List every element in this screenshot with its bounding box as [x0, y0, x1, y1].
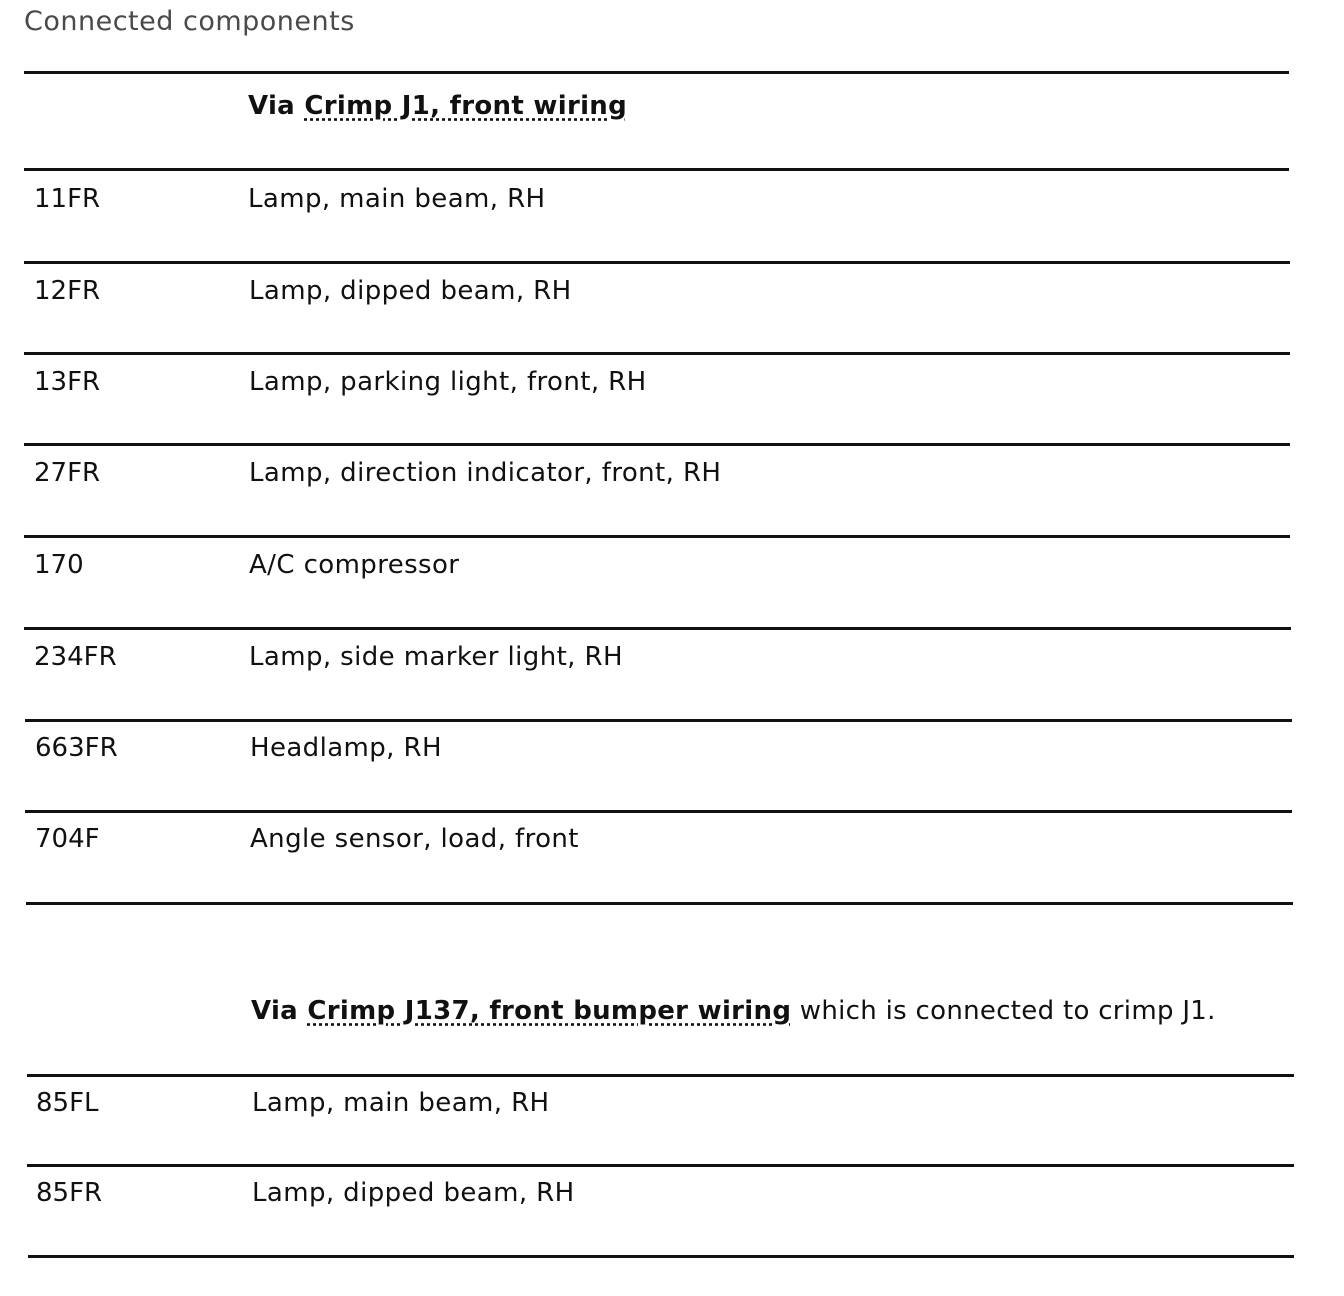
component-code: 85FR: [36, 1178, 103, 1208]
component-description: Lamp, direction indicator, front, RH: [249, 458, 722, 488]
component-code: 234FR: [34, 642, 117, 672]
section-heading-prefix: Via: [251, 996, 308, 1026]
component-description: Headlamp, RH: [250, 733, 442, 763]
component-description: Lamp, main beam, RH: [252, 1088, 550, 1118]
table-divider: [27, 1164, 1294, 1167]
table-divider: [24, 443, 1290, 446]
component-code: 27FR: [34, 458, 101, 488]
section-heading: [251, 996, 1216, 1026]
component-description: Lamp, dipped beam, RH: [249, 276, 572, 306]
section-heading-prefix: Via: [248, 91, 305, 121]
table-divider: [25, 810, 1292, 813]
component-code: 663FR: [35, 733, 118, 763]
table-divider: [24, 352, 1290, 355]
crimp-j137-link[interactable]: Crimp J137, front bumper wiring: [307, 996, 792, 1026]
table-divider: [24, 535, 1290, 538]
component-code: 170: [34, 550, 84, 580]
component-description: Lamp, dipped beam, RH: [252, 1178, 575, 1208]
table-divider: [26, 902, 1293, 905]
table-divider: [24, 71, 1289, 74]
table-divider: [28, 1255, 1294, 1258]
component-code: 12FR: [34, 276, 101, 306]
crimp-j1-link[interactable]: Crimp J1, front wiring: [304, 91, 628, 121]
page-title: Connected components: [24, 6, 355, 37]
table-divider: [24, 168, 1289, 171]
component-description: Lamp, side marker light, RH: [249, 642, 623, 672]
section-heading: [248, 91, 627, 121]
component-code: 85FL: [36, 1088, 99, 1118]
table-divider: [25, 719, 1292, 722]
component-code: 704F: [35, 824, 100, 854]
component-description: A/C compressor: [249, 550, 460, 580]
table-divider: [24, 261, 1290, 264]
table-divider: [24, 627, 1291, 630]
component-description: Lamp, parking light, front, RH: [249, 367, 647, 397]
component-code: 11FR: [34, 184, 101, 214]
component-code: 13FR: [34, 367, 101, 397]
component-description: Angle sensor, load, front: [250, 824, 579, 854]
table-divider: [27, 1074, 1294, 1077]
section-heading-suffix: which is connected to crimp J1.: [791, 996, 1216, 1026]
component-description: Lamp, main beam, RH: [248, 184, 546, 214]
